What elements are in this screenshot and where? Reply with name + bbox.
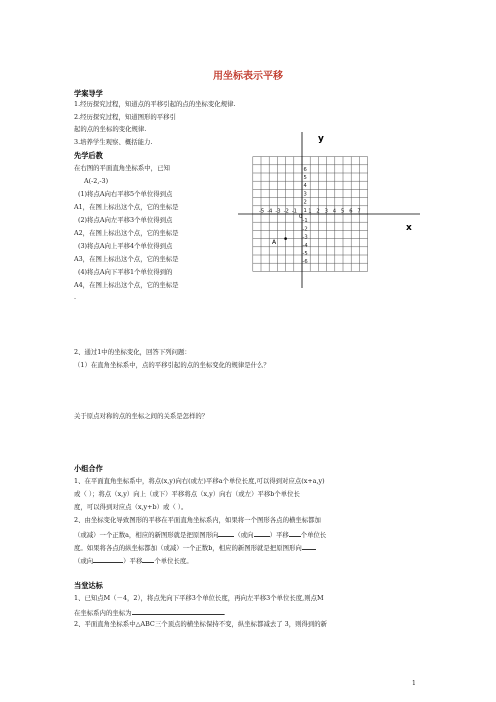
practice-line-2-text: 在坐标系内的坐标为 (74, 609, 132, 617)
guide-line-2: 2.经历探究过程，知道图形的平移引 (74, 113, 176, 121)
blank-coordinate (132, 607, 224, 615)
y-tick-label: 3 (303, 191, 307, 198)
guide-line-1: 1.经历探究过程，知道点的平移引起的点的坐标变化规律. (74, 100, 236, 108)
blank-units-2 (142, 555, 154, 563)
practice-line-2 (74, 607, 226, 618)
blank-direction-3 (302, 542, 316, 550)
y-tick-label: -5 (302, 251, 308, 257)
x-tick-label: 4 (332, 208, 337, 215)
guide-line-3: 起的点的坐标的变化规律. (74, 125, 147, 133)
x-tick-label: -5 (259, 208, 265, 215)
group-line-7-part-1: （或向 (74, 557, 94, 565)
prelearn-line-3: (1)将点A向右平移5个单位得到点 (78, 190, 173, 198)
x-tick-label: -4 (267, 208, 273, 215)
y-tick-label: -6 (302, 259, 308, 266)
section-heading-guide: 学案导学 (74, 89, 103, 98)
question-line-3: 关于原点对称的点的坐标之间的关系是怎样的？ (74, 412, 209, 420)
blank-direction-1 (218, 529, 234, 537)
axes (238, 132, 420, 288)
group-line-5-part-3: ）平移 (269, 531, 289, 539)
coordinate-grid (236, 130, 422, 290)
y-tick-label: 2 (303, 199, 307, 206)
y-tick-label: -1 (302, 218, 308, 225)
group-line-5 (74, 529, 326, 540)
page-title: 用坐标表示平移 (213, 71, 283, 82)
guide-line-4: 3.培养学生观察、概括能力. (74, 138, 153, 146)
group-line-7 (74, 555, 193, 566)
x-tick-label: 2 (316, 208, 320, 215)
x-tick-label: 7 (357, 208, 361, 215)
practice-line-3: 2、平面直角坐标系中△ABC三个顶点的横坐标保持不变，纵坐标都减去了 3，则得到的新 (74, 620, 328, 628)
section-heading-practice: 当堂达标 (74, 581, 103, 590)
prelearn-line-7: (3)将点A向上平移4个单位得到点 (78, 242, 173, 250)
group-line-6-part-1: 度。如果将各点的纵坐标都加（或减）一个正数b，相应的新图形就是把原图形向 (74, 544, 302, 552)
point-a-marker (284, 237, 287, 240)
prelearn-line-4: A1，在图上标出这个点，它的坐标是 (74, 203, 179, 211)
x-tick-label: 6 (349, 208, 353, 215)
prelearn-line-2: A(-2,-3) (84, 177, 109, 185)
section-heading-group: 小组合作 (74, 464, 103, 473)
x-tick-label: -1 (291, 208, 297, 215)
prelearn-line-5: (2)将点A向左平移3个单位得到点 (78, 216, 173, 224)
point-a-label: A (272, 239, 277, 246)
group-line-6 (74, 542, 316, 553)
x-tick-label: 3 (324, 208, 328, 215)
group-line-7-part-2: ）平移 (123, 557, 143, 565)
y-tick-label: -4 (302, 242, 308, 249)
group-line-7-part-3: 个单位长度。 (154, 557, 193, 565)
y-tick-label: 5 (303, 175, 307, 181)
y-tick-label: -2 (302, 226, 308, 233)
x-tick-label: 5 (341, 208, 345, 215)
question-line-1: 2、通过1中的坐标变化，回答下列问题： (74, 348, 191, 356)
prelearn-line-9: (4)将点A向下平移1个单位得到的 (78, 268, 173, 276)
blank-direction-4 (93, 555, 123, 563)
blank-units-1 (289, 529, 301, 537)
group-line-4: 2、由坐标变化导致图形的平移在平面直角坐标系内，如果将一个图形各点的横坐标都加 (74, 516, 321, 524)
blank-direction-2 (254, 529, 270, 537)
x-tick-label: -3 (275, 208, 281, 215)
prelearn-line-1: 在右图的平面直角坐标系中，已知 (74, 164, 170, 172)
prelearn-line-10: A4，在图上标出这个点，它的坐标是 (74, 281, 179, 289)
y-tick-labels (302, 166, 312, 266)
origin-label: 0 (299, 214, 303, 220)
question-line-2: （1）在直角坐标系中，点的平移引起的点的坐标变化的规律是什么？ (74, 361, 270, 369)
practice-line-1: 1、已知点M（－4，2），将点先向下平移3个单位长度，再向左平移3个单位长度,则点M (74, 594, 324, 602)
y-axis-label: y (318, 134, 324, 144)
group-line-3: 度，可以得到对应点（x,y+b）或（ ）。 (74, 503, 188, 511)
practice-line-2-end: . (223, 609, 226, 617)
page-number: 1 (412, 680, 416, 687)
group-line-5-part-1: （或减）一个正数a，相应的新图形就是把原图形向 (74, 531, 219, 539)
section-heading-prelearn: 先学后教 (74, 151, 103, 160)
y-tick-label: -3 (302, 234, 308, 241)
group-line-5-part-4: 个单位长 (300, 531, 327, 539)
y-tick-label: 6 (303, 166, 307, 173)
x-tick-label: -2 (283, 208, 289, 215)
x-tick-label: 1 (308, 208, 312, 215)
y-tick-label: 1 (303, 207, 307, 214)
group-line-2: 或（ ）；将点（x,y）向上（或下）平移将点（x,y）向右（或左）平移b个单位长 (74, 490, 300, 498)
prelearn-line-11: . (74, 293, 77, 301)
y-tick-label: 4 (303, 183, 307, 190)
prelearn-line-8: A3，在图上标出这个点，它的坐标是 (74, 255, 179, 263)
group-line-1: 1、在平面直角坐标系中，将点(x,y)向右(或左)平移a个单位长度,可以得到对应点(x+a,y) (74, 477, 325, 485)
x-axis-label: x (406, 223, 412, 233)
prelearn-line-6: A2，在图上标出这个点，它的坐标是 (74, 229, 179, 237)
group-line-5-part-2: （或向 (234, 531, 254, 539)
